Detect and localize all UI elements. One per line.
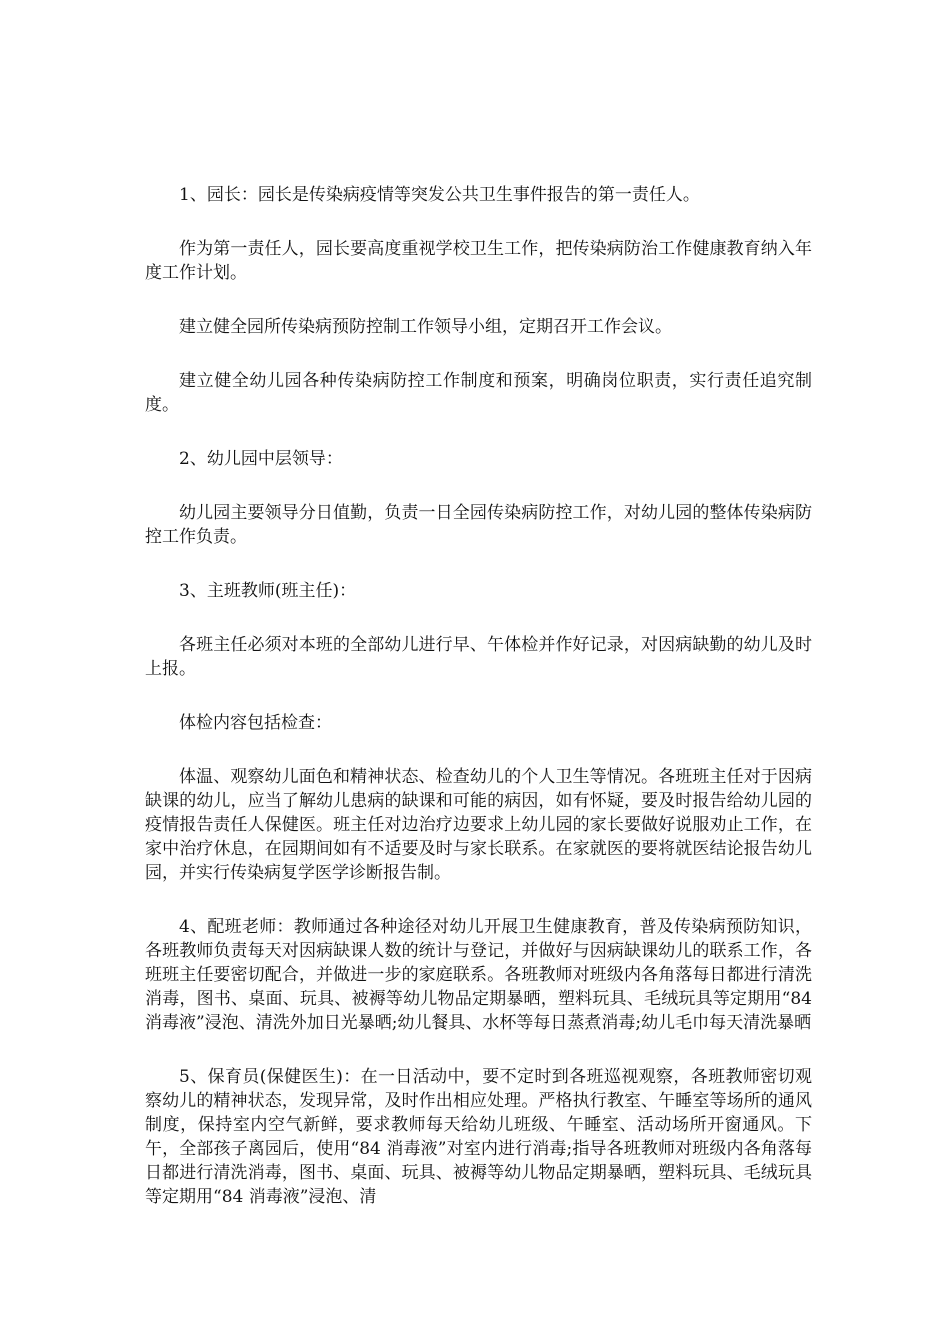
paragraph-middle-leaders-duty: 幼儿园主要领导分日值勤，负责一日全园传染病防控工作，对幼儿园的整体传染病防控工作负责。 [145, 503, 812, 547]
paragraph-leading-group: 建立健全园所传染病预防控制工作领导小组，定期召开工作会议。 [179, 317, 672, 337]
paragraph-assistant-teacher: 4、配班老师：教师通过各种途径对幼儿开展卫生健康教育，普及传染病预防知识，各班教师负责每天对因病缺课人数的统计与登记，并做好与因病缺课幼儿的联系工作，各班班主任要密切配合，并做进一步的家庭联系。各班教师对班级内各角落每日都进行清洗消毒，图书、桌面、玩具、被褥等幼儿物品定期暴晒，塑料玩具、毛绒玩具等定期用“84消毒液”浸泡、清洗外加日光暴晒;幼儿餐具、水杯等每日蒸煮消毒;幼儿毛巾每天清洗暴晒 [145, 917, 812, 1033]
paragraph-nurse: 5、保育员(保健医生)：在一日活动中，要不定时到各班巡视观察，各班教师密切观察幼儿的精神状态，发现异常，及时作出相应处理。严格执行教室、午睡室等场所的通风制度，保持室内空气新鲜，要求教师每天给幼儿班级、午睡室、活动场所开窗通风。下午，全部孩子离园后，使用“84 消毒液”对室内进行消毒;指导各班教师对班级内各角落每日都进行清洗消毒，图书、桌面、玩具、被褥等幼儿物品定期暴晒，塑料玩具、毛绒玩具等定期用“84 消毒液”浸泡、清 [145, 1067, 812, 1207]
paragraph-head-teacher-heading: 3、主班教师(班主任)： [179, 581, 357, 601]
paragraph-head-teacher-duty: 各班主任必须对本班的全部幼儿进行早、午体检并作好记录，对因病缺勤的幼儿及时上报。 [145, 635, 812, 679]
document-body [145, 183, 812, 1239]
paragraph-rules-plan: 建立健全幼儿园各种传染病防控工作制度和预案，明确岗位职责，实行责任追究制度。 [145, 371, 812, 415]
paragraph-middle-leaders-heading: 2、幼儿园中层领导： [179, 449, 343, 469]
paragraph-principal-duty: 作为第一责任人，园长要高度重视学校卫生工作，把传染病防治工作健康教育纳入年度工作计划。 [145, 239, 812, 283]
paragraph-principal-heading: 1、园长：园长是传染病疫情等突发公共卫生事件报告的第一责任人。 [179, 185, 700, 205]
paragraph-checkup-content: 体温、观察幼儿面色和精神状态、检查幼儿的个人卫生等情况。各班班主任对于因病缺课的幼儿，应当了解幼儿患病的缺课和可能的病因，如有怀疑，要及时报告给幼儿园的疫情报告责任人保健医。班主任对边治疗边要求上幼儿园的家长要做好说服劝止工作，在家中治疗休息，在园期间如有不适要及时与家长联系。在家就医的要将就医结论报告幼儿园，并实行传染病复学医学诊断报告制。 [145, 767, 812, 883]
paragraph-checkup-heading: 体检内容包括检查： [179, 713, 332, 733]
